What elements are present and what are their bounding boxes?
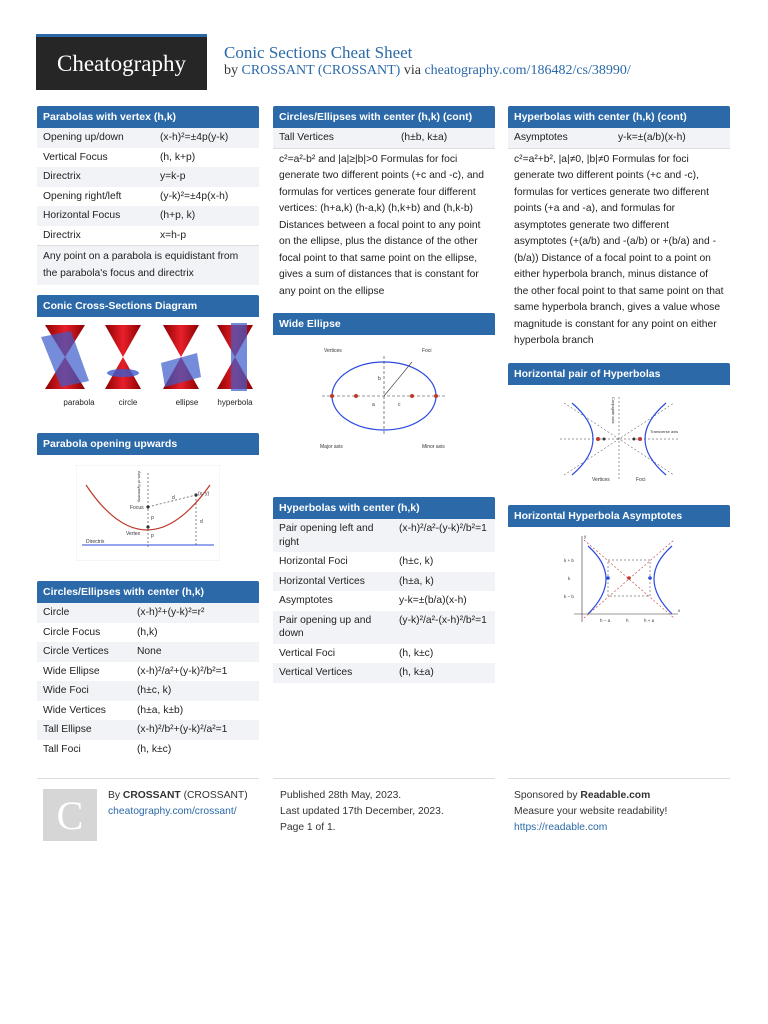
row-value: (h, k±c) (137, 743, 172, 755)
sponsored-prefix: Sponsored by (514, 790, 578, 801)
table-row (37, 662, 259, 682)
circles-table (37, 603, 259, 759)
row-value: (h+p, k) (154, 206, 259, 226)
row-value: (x-h)²/b²+(y-k)²/a²=1 (131, 720, 259, 740)
directrix-label: Directrix (86, 539, 105, 545)
page-number: Page 1 of 1. (280, 822, 336, 833)
author-link[interactable]: CROSSANT (CROSSANT) (241, 63, 401, 78)
point-label: (x, y) (198, 491, 210, 497)
hyperbola-asymptotes-icon (554, 532, 684, 628)
p-label: p (151, 515, 154, 521)
section-header: Circles/Ellipses with center (h,k) (37, 581, 259, 603)
table-row (37, 128, 259, 148)
sponsor-name: Readable.com (580, 790, 651, 801)
circles-cont-table (273, 128, 495, 148)
cone-label-ellipse: ellipse (175, 398, 199, 407)
logo-text: Cheatography (56, 50, 186, 76)
foci-label: Foci (422, 348, 432, 354)
table-row (273, 572, 495, 592)
published-date: Published 28th May, 2023. (280, 790, 402, 801)
cone-label-parabola: parabola (63, 398, 95, 407)
table-row (37, 740, 259, 760)
focus-label: Focus (130, 505, 144, 511)
author-handle: (CROSSANT) (183, 790, 248, 801)
p-label-2: p (151, 533, 154, 539)
footer-dates (280, 788, 444, 836)
row-value: (x-h)²/a²-(y-k)²/b²=1 (393, 519, 495, 552)
updated-date: Last updated 17th December, 2023. (280, 806, 444, 817)
parabola-table (37, 128, 259, 245)
row-label: Wide Vertices (43, 704, 106, 716)
parabola-diagram-icon (76, 465, 220, 561)
cone-label-circle: circle (118, 398, 138, 407)
row-label: Vertical Vertices (273, 663, 393, 683)
h-label: h (626, 617, 629, 623)
c-label: c (398, 402, 401, 408)
row-label: Wide Foci (37, 681, 131, 701)
row-label: Opening up/down (37, 128, 154, 148)
hma-label: h − a (600, 617, 611, 623)
table-row (37, 681, 259, 701)
row-value: (h±a, k±b) (137, 704, 184, 716)
cross-sections-figure (37, 317, 259, 421)
column-1 (37, 106, 259, 759)
horiz-pair-figure (508, 385, 730, 493)
hyperbolas-table (273, 519, 495, 683)
row-value: (h, k±c) (399, 647, 434, 659)
vertices-label: Vertices (324, 348, 342, 354)
table-row (37, 226, 259, 246)
table-row (273, 644, 495, 664)
table-row (273, 591, 495, 611)
section-parabolas-vertex (37, 106, 259, 285)
row-value: (y-k)²/a²-(x-h)²/b²=1 (393, 611, 495, 644)
by-prefix: by (224, 63, 238, 78)
vertex-label: Vertex (126, 531, 141, 537)
hyperbolas-cont-table (508, 128, 730, 148)
row-label: Opening right/left (43, 190, 122, 202)
table-row (273, 611, 495, 644)
section-horiz-pair (508, 363, 730, 493)
k-label: k (568, 575, 571, 581)
ellipse-diagram-icon (312, 344, 456, 454)
section-horiz-asym (508, 505, 730, 633)
avatar-letter: C (56, 792, 84, 838)
author-url-link[interactable]: cheatography.com/crossant/ (108, 806, 237, 817)
footer-sponsor (514, 788, 667, 836)
parabola-note: Any point on a parabola is equidistant from the parabola's focus and directrix (37, 245, 259, 285)
row-label: Horizontal Focus (37, 206, 154, 226)
section-header: Parabola opening upwards (37, 433, 259, 455)
row-label: Pair opening left and right (273, 519, 393, 552)
row-value: (h±a, k) (393, 572, 495, 592)
table-row (37, 187, 259, 207)
major-axis-label: Major axis (320, 444, 343, 450)
b-label: b (378, 376, 381, 382)
cone-label-hyperbola: hyperbola (217, 398, 253, 407)
row-value: y-k=±(a/b)(x-h) (612, 128, 730, 148)
section-header: Parabolas with vertex (h,k) (37, 106, 259, 128)
footer-divider (273, 778, 495, 779)
row-value: (y-k)²=±4p(x-h) (160, 190, 229, 202)
table-row (37, 148, 259, 168)
row-label: Asymptotes (508, 128, 612, 148)
hyperbola-pair-icon (554, 393, 684, 485)
sheet-url-link[interactable]: cheatography.com/186482/cs/38990/ (424, 63, 631, 78)
section-hyperbolas (273, 497, 495, 683)
row-label: Circle Vertices (37, 642, 131, 662)
row-value: (h±c, k) (131, 681, 259, 701)
row-label: Asymptotes (279, 595, 333, 606)
section-header: Hyperbolas with center (h,k) (273, 497, 495, 519)
cones-diagram-icon (37, 317, 259, 421)
row-label: Circle Focus (43, 626, 101, 638)
row-label: Circle (37, 603, 131, 623)
foci-label: Foci (636, 476, 646, 483)
author-name: CROSSANT (122, 790, 181, 801)
table-row (37, 603, 259, 623)
kmb-label: k − b (564, 593, 574, 599)
byline (224, 63, 631, 79)
column-2 (273, 106, 495, 683)
by-text: By (108, 790, 121, 801)
row-label: Horizontal Vertices (273, 572, 393, 592)
cheatography-logo[interactable] (36, 34, 207, 90)
section-circles-cont (273, 106, 495, 303)
row-label: Directrix (37, 167, 154, 187)
section-header: Conic Cross-Sections Diagram (37, 295, 259, 317)
section-header: Horizontal Hyperbola Asymptotes (508, 505, 730, 527)
section-header: Hyperbolas with center (h,k) (cont) (508, 106, 730, 128)
y-axis-label: y (584, 533, 587, 539)
d-label: d (172, 495, 175, 501)
parabola-figure (37, 455, 259, 571)
footer-author (108, 788, 248, 820)
table-row (273, 663, 495, 683)
row-label: Vertical Focus (43, 151, 108, 163)
table-row (37, 206, 259, 226)
sponsor-tagline: Measure your website readability! (514, 806, 668, 817)
vertices-label: Vertices (592, 476, 610, 483)
table-row (37, 720, 259, 740)
row-label: Pair opening up and down (273, 611, 393, 644)
sponsor-url-link[interactable]: https://readable.com (514, 822, 608, 833)
row-value: None (131, 642, 259, 662)
table-row (37, 623, 259, 643)
d-label-2: d (200, 519, 203, 525)
table-row (37, 642, 259, 662)
hpa-label: h + a (644, 617, 655, 623)
row-value: x=h-p (160, 229, 187, 241)
section-cross-sections (37, 295, 259, 421)
section-header: Horizontal pair of Hyperbolas (508, 363, 730, 385)
row-label: Tall Ellipse (37, 720, 131, 740)
conjugate-label: Conjugate axis (611, 396, 616, 423)
footer-divider (37, 778, 259, 779)
row-value: (h,k) (137, 626, 158, 638)
kb-label: k + b (564, 557, 574, 563)
ellipse-note: c²=a²-b² and |a|≥|b|>0 Formulas for foci generate two different points (+c and -c), and formulas for vertices generate four different vertices: (h+a,k) (h-a,k) (h,k+b) and (h,k-b) Distances between a focal point to any point on the ellipse, plus the distance of the other focal point to that same point on the ellipse, gives a sum of distances that is constant for any point on the ellipse (273, 148, 495, 304)
transverse-label: Transverse axis (650, 428, 679, 434)
via-text: via (403, 63, 421, 78)
row-label: Directrix (43, 229, 81, 241)
footer-divider (508, 778, 730, 779)
section-hyperbolas-cont (508, 106, 730, 353)
author-avatar[interactable] (43, 789, 97, 841)
section-wide-ellipse (273, 313, 495, 463)
row-value: y=k-p (154, 167, 259, 187)
section-header: Wide Ellipse (273, 313, 495, 335)
row-value: (h±b, k±a) (395, 128, 495, 148)
table-row (37, 167, 259, 187)
section-header: Circles/Ellipses with center (h,k) (cont) (273, 106, 495, 128)
minor-axis-label: Minor axis (422, 444, 445, 450)
row-value: (h, k±a) (393, 663, 495, 683)
section-parabola-up (37, 433, 259, 571)
row-value: (x-h)²/a²+(y-k)²/b²=1 (137, 665, 228, 677)
table-row (508, 128, 730, 148)
x-axis-label: x (678, 607, 681, 613)
axis-label: Axis of Symmetry (137, 471, 142, 503)
horiz-asym-figure (508, 527, 730, 633)
wide-ellipse-figure (273, 335, 495, 463)
a-label: a (372, 402, 375, 408)
row-label: Tall Vertices (273, 128, 395, 148)
row-label: Vertical Foci (279, 647, 336, 659)
section-circles (37, 581, 259, 759)
row-value: y-k=±(b/a)(x-h) (399, 595, 467, 606)
page-title: Conic Sections Cheat Sheet (224, 43, 413, 62)
row-value: (x-h)²+(y-k)²=r² (131, 603, 259, 623)
row-value: (h, k+p) (160, 151, 196, 163)
table-row (37, 701, 259, 721)
column-3 (508, 106, 730, 633)
table-row (273, 128, 495, 148)
table-row (273, 519, 495, 552)
row-label: Tall Foci (43, 743, 81, 755)
row-value: (x-h)²=±4p(y-k) (154, 128, 259, 148)
table-row (273, 552, 495, 572)
hyperbola-note: c²=a²+b², |a|≠0, |b|≠0 Formulas for foci generate two different points (+c and -c), formulas for vertices generate two different points (+a and -a), and formulas for asymptotes generate two different asymptotes (+(a/b) and -(a/b) or +(b/a) and -(b/a)) Distance of a focal point to a point on either hyperbola branch, minus distance of the other focal point to that same point on that same hyperbola branch, gives a value whose magnitude is constant for any point on either hyperbola branch (508, 148, 730, 353)
row-label: Horizontal Foci (279, 556, 348, 567)
row-label: Wide Ellipse (43, 665, 100, 677)
row-value: (h±c, k) (399, 556, 434, 567)
